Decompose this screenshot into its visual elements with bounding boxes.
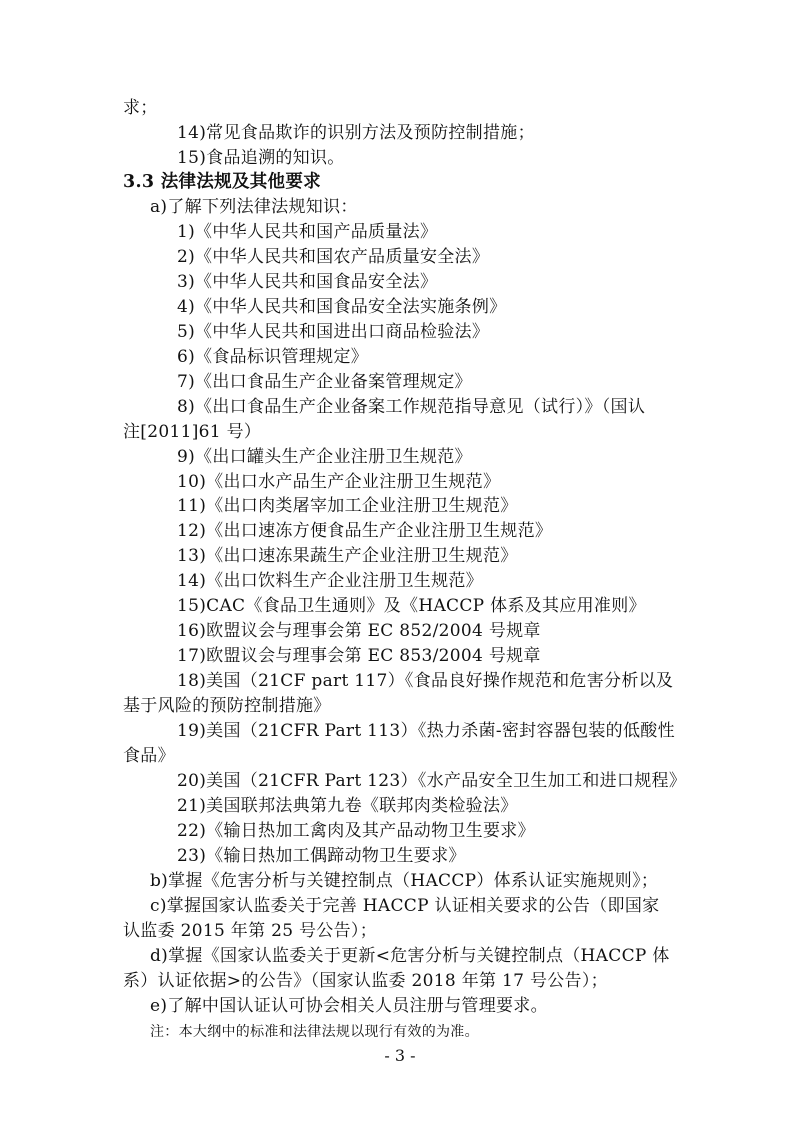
list-item-continuation: 基于风险的预防控制措施》 xyxy=(123,696,331,716)
text-line: 14)常见食品欺诈的识别方法及预防控制措施； xyxy=(177,123,535,143)
list-item: 5)《中华人民共和国进出口商品检验法》 xyxy=(177,322,490,342)
requirement-continuation: 认监委 2015 年第 25 号公告）； xyxy=(123,921,378,941)
requirement-item: b)掌握《危害分析与关键控制点（HACCP）体系认证实施规则》； xyxy=(150,871,659,891)
list-item: 10)《出口水产品生产企业注册卫生规范》 xyxy=(177,472,501,492)
list-item: 16)欧盟议会与理事会第 EC 852/2004 号规章 xyxy=(177,621,541,641)
list-item: 22)《输日热加工禽肉及其产品动物卫生要求》 xyxy=(177,821,535,841)
requirement-item: e)了解中国认证认可协会相关人员注册与管理要求。 xyxy=(150,996,548,1016)
list-item-continuation: 注[2011]61 号） xyxy=(123,422,262,442)
list-item: 9)《出口罐头生产企业注册卫生规范》 xyxy=(177,447,472,467)
list-item-continuation: 食品》 xyxy=(123,746,175,766)
text-line: 求； xyxy=(123,98,158,118)
list-item: 12)《出口速冻方便食品生产企业注册卫生规范》 xyxy=(177,521,553,541)
list-item: 19)美国（21CFR Part 113）《热力杀菌-密封容器包装的低酸性 xyxy=(177,721,675,741)
list-item: 21)美国联邦法典第九卷《联邦肉类检验法》 xyxy=(177,796,518,816)
text-line: 15)食品追溯的知识。 xyxy=(177,148,345,168)
list-item: 20)美国（21CFR Part 123）《水产品安全卫生加工和进口规程》 xyxy=(177,771,687,791)
list-item: 15)CAC《食品卫生通则》及《HACCP 体系及其应用准则》 xyxy=(177,596,646,616)
list-item: 8)《出口食品生产企业备案工作规范指导意见（试行）》（国认 xyxy=(177,397,646,417)
list-item: 7)《出口食品生产企业备案管理规定》 xyxy=(177,372,472,392)
list-item: 13)《出口速冻果蔬生产企业注册卫生规范》 xyxy=(177,546,518,566)
list-item: 2)《中华人民共和国农产品质量安全法》 xyxy=(177,247,490,267)
text-line: a)了解下列法律法规知识： xyxy=(150,197,358,217)
footnote: 注：本大纲中的标准和法律法规以现行有效的为准。 xyxy=(150,1024,479,1040)
list-item: 1)《中华人民共和国产品质量法》 xyxy=(177,222,438,242)
list-item: 6)《食品标识管理规定》 xyxy=(177,347,369,367)
requirement-continuation: 系）认证依据>的公告》（国家认监委 2018 年第 17 号公告）； xyxy=(123,971,608,991)
list-item: 14)《出口饮料生产企业注册卫生规范》 xyxy=(177,571,483,591)
page-number: - 3 - xyxy=(384,1046,416,1065)
requirement-item: c)掌握国家认监委关于完善 HACCP 认证相关要求的公告（即国家 xyxy=(150,896,660,916)
section-heading: 3.3 法律法规及其他要求 xyxy=(123,172,321,192)
list-item: 3)《中华人民共和国食品安全法》 xyxy=(177,272,438,292)
list-item: 11)《出口肉类屠宰加工企业注册卫生规范》 xyxy=(177,496,518,516)
list-item: 23)《输日热加工偶蹄动物卫生要求》 xyxy=(177,846,466,866)
list-item: 18)美国（21CF part 117）《食品良好操作规范和危害分析以及 xyxy=(177,671,674,691)
list-item: 17)欧盟议会与理事会第 EC 853/2004 号规章 xyxy=(177,646,541,666)
list-item: 4)《中华人民共和国食品安全法实施条例》 xyxy=(177,297,507,317)
requirement-item: d)掌握《国家认监委关于更新<危害分析与关键控制点（HACCP 体 xyxy=(150,946,670,966)
